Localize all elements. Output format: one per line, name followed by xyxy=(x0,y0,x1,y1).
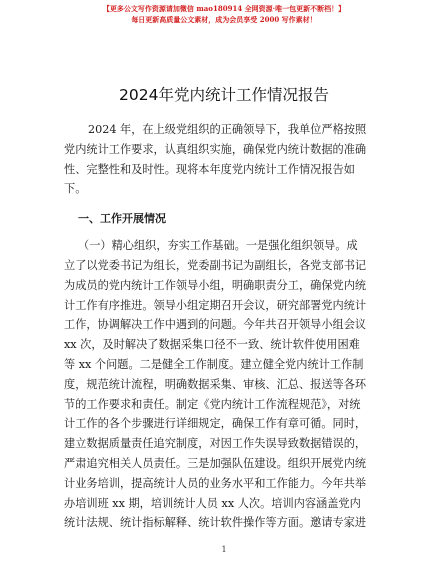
document-title: 2024年党内统计工作情况报告 xyxy=(119,86,329,104)
text-line: 计工作的各个步骤进行详细规定，确保工作有章可循。同时， xyxy=(64,417,367,431)
text-line: 计业务培训，提高统计人员的业务水平和工作能力。今年共举 xyxy=(64,476,367,490)
text-line: 性、完整性和及时性。现将本年度党内统计工作情况报告如 xyxy=(64,162,355,176)
text-line: 建立数据质量责任追究制度，对因工作失误导致数据错误的， xyxy=(64,437,367,451)
text-line: 为成员的党内统计工作领导小组，明确职责分工，确保党内统 xyxy=(64,278,367,292)
page-number: 1 xyxy=(221,545,227,554)
text-line: 计工作有序推进。领导小组定期召开会议，研究部署党内统计 xyxy=(64,298,367,312)
text-line: 度，规范统计流程，明确数据采集、审核、汇总、报送等各环 xyxy=(64,377,367,391)
text-line: 2024 年，在上级党组织的正确领导下，我单位严格按照 xyxy=(88,123,367,136)
text-line: 下。 xyxy=(64,182,87,196)
promo-banner-line-1: 【更多公文写作资源请加微信 mao180914 全网资源·唯一包更新不断档！】 xyxy=(102,4,346,13)
promo-banner xyxy=(0,3,448,25)
promo-banner-line-2: 每日更新高质量公文素材，成为会员享受 2000 写作素材！ xyxy=(131,15,317,24)
text-line: 立了以党委书记为组长，党委副书记为副组长，各党支部书记 xyxy=(64,258,367,272)
text-line: 办培训班 xx 期，培训统计人员 xx 人次。培训内容涵盖党内 xyxy=(64,496,361,510)
intro-paragraph xyxy=(64,120,388,199)
text-line: 节的工作要求和责任。制定《党内统计工作流程规范》，对统 xyxy=(64,397,361,411)
text-line: （一）精心组织，夯实工作基础。一是强化组织领导。成 xyxy=(78,239,358,253)
text-line: 等 xx 个问题。二是健全工作制度。建立健全党内统计工作制 xyxy=(64,357,364,371)
text-line: 严肃追究相关人员责任。三是加强队伍建设。组织开展党内统 xyxy=(64,456,367,470)
section-paragraph xyxy=(64,236,388,533)
text-line: 党内统计工作要求，认真组织实施，确保党内统计数据的准确 xyxy=(64,142,367,156)
text-line: 工作，协调解决工作中遇到的问题。今年共召开领导小组会议 xyxy=(64,318,367,332)
document-body xyxy=(64,120,388,533)
section-heading: 一、工作开展情况 xyxy=(78,212,166,226)
text-line: 统计法规、统计指标解释、统计软件操作等方面。邀请专家进 xyxy=(64,516,367,530)
text-line: xx 次，及时解决了数据采集口径不一致、统计软件使用困难 xyxy=(64,338,360,352)
